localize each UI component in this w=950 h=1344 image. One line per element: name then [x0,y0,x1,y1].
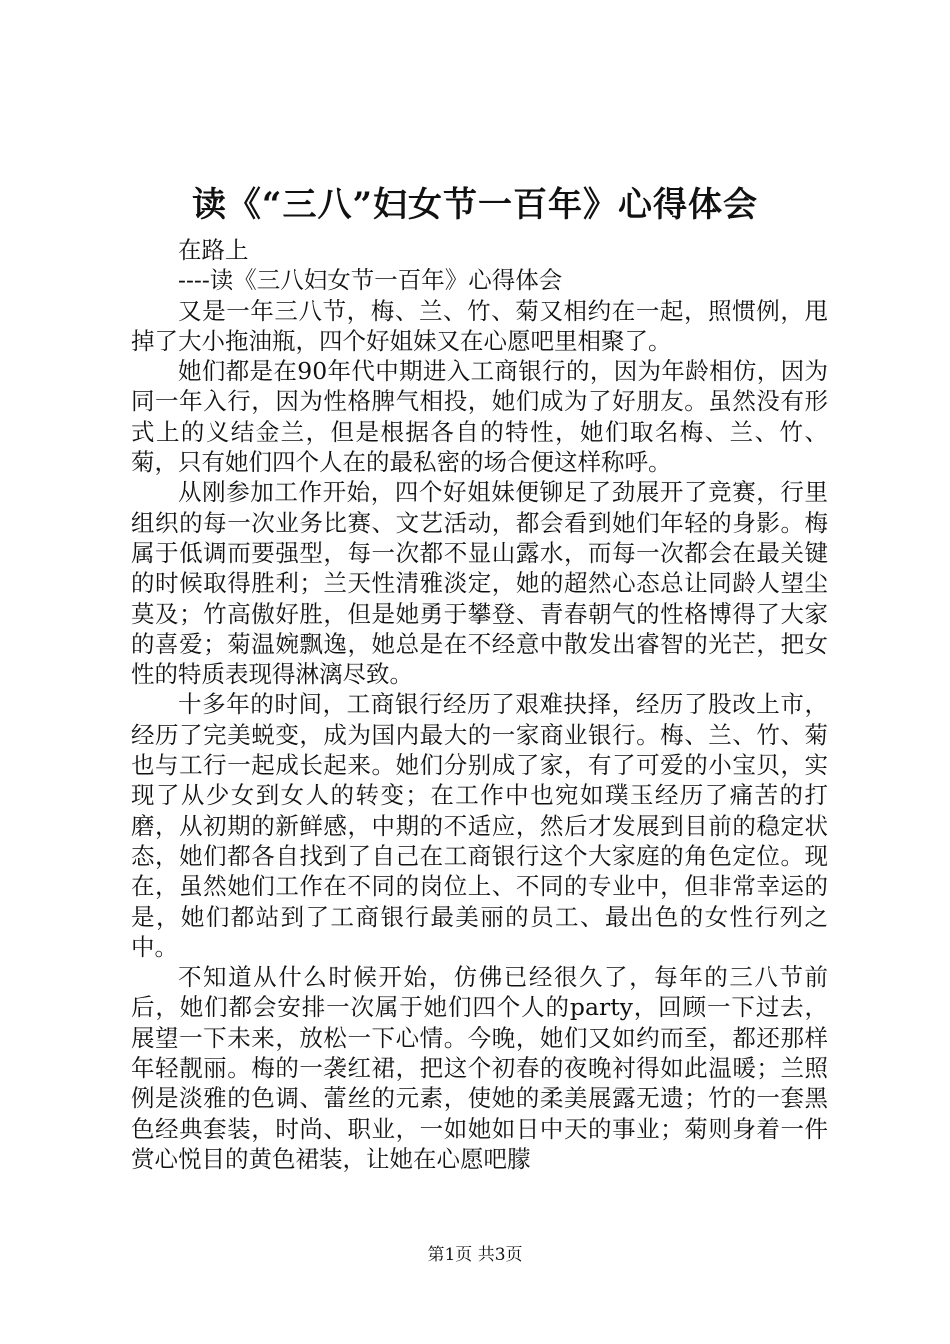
body-paragraph: 十多年的时间，工商银行经历了艰难抉择，经历了股改上市，经历了完美蜕变，成为国内最大的一家商业银行。梅、兰、竹、菊也与工行一起成长起来。她们分别成了家，有了可爱的小宝贝，实现了从少女到女人的转变；在工作中也宛如璞玉经历了痛苦的打磨，从初期的新鲜感，中期的不适应，然后才发展到目前的稳定状态，她们都各自找到了自己在工商银行这个大家庭的角色定位。现在，虽然她们工作在不同的岗位上、不同的专业中，但非常幸运的是，她们都站到了工商银行最美丽的员工、最出色的女性行列之中。 [131,690,828,961]
body-paragraph: 从刚参加工作开始，四个好姐妹便铆足了劲展开了竞赛，行里组织的每一次业务比赛、文艺活动，都会看到她们年轻的身影。梅属于低调而要强型，每一次都不显山露水，而每一次都会在最关键的时候取得胜利；兰天性清雅淡定，她的超然心态总让同龄人望尘莫及；竹高傲好胜，但是她勇于攀登、青春朝气的性格博得了大家的喜爱；菊温婉飘逸，她总是在不经意中散发出睿智的光芒，把女性的特质表现得淋漓尽致。 [131,478,828,689]
body-paragraph: 不知道从什么时候开始，仿佛已经很久了，每年的三八节前后，她们都会安排一次属于她们四个人的party，回顾一下过去，展望一下未来，放松一下心情。今晚，她们又如约而至，都还那样年轻靓丽。梅的一袭红裙，把这个初春的夜晚衬得如此温暖；兰照例是淡雅的色调、蕾丝的元素，使她的柔美展露无遗；竹的一套黑色经典套装，时尚、职业，一如她如日中天的事业；菊则身着一件赏心悦目的黄色裙装，让她在心愿吧朦 [131,963,828,1173]
body-paragraph: 她们都是在90年代中期进入工商银行的，因为年龄相仿，因为同一年入行，因为性格脾气相投，她们成为了好朋友。虽然没有形式上的义结金兰，但是根据各自的特性，她们取名梅、兰、竹、菊，只有她们四个人在的最私密的场合便这样称呼。 [131,357,828,477]
body-paragraph: 又是一年三八节，梅、兰、竹、菊又相约在一起，照惯例，甩掉了大小拖油瓶，四个好姐妹又在心愿吧里相聚了。 [131,296,828,355]
document-title: 读《“三八”妇女节一百年》心得体会 [191,185,759,225]
page-number-footer: 第1页 共3页 [427,1245,523,1265]
subtitle-line: 在路上 [178,236,249,264]
document-body [131,235,828,1174]
subtitle-source-line: ----读《三八妇女节一百年》心得体会 [178,266,563,295]
